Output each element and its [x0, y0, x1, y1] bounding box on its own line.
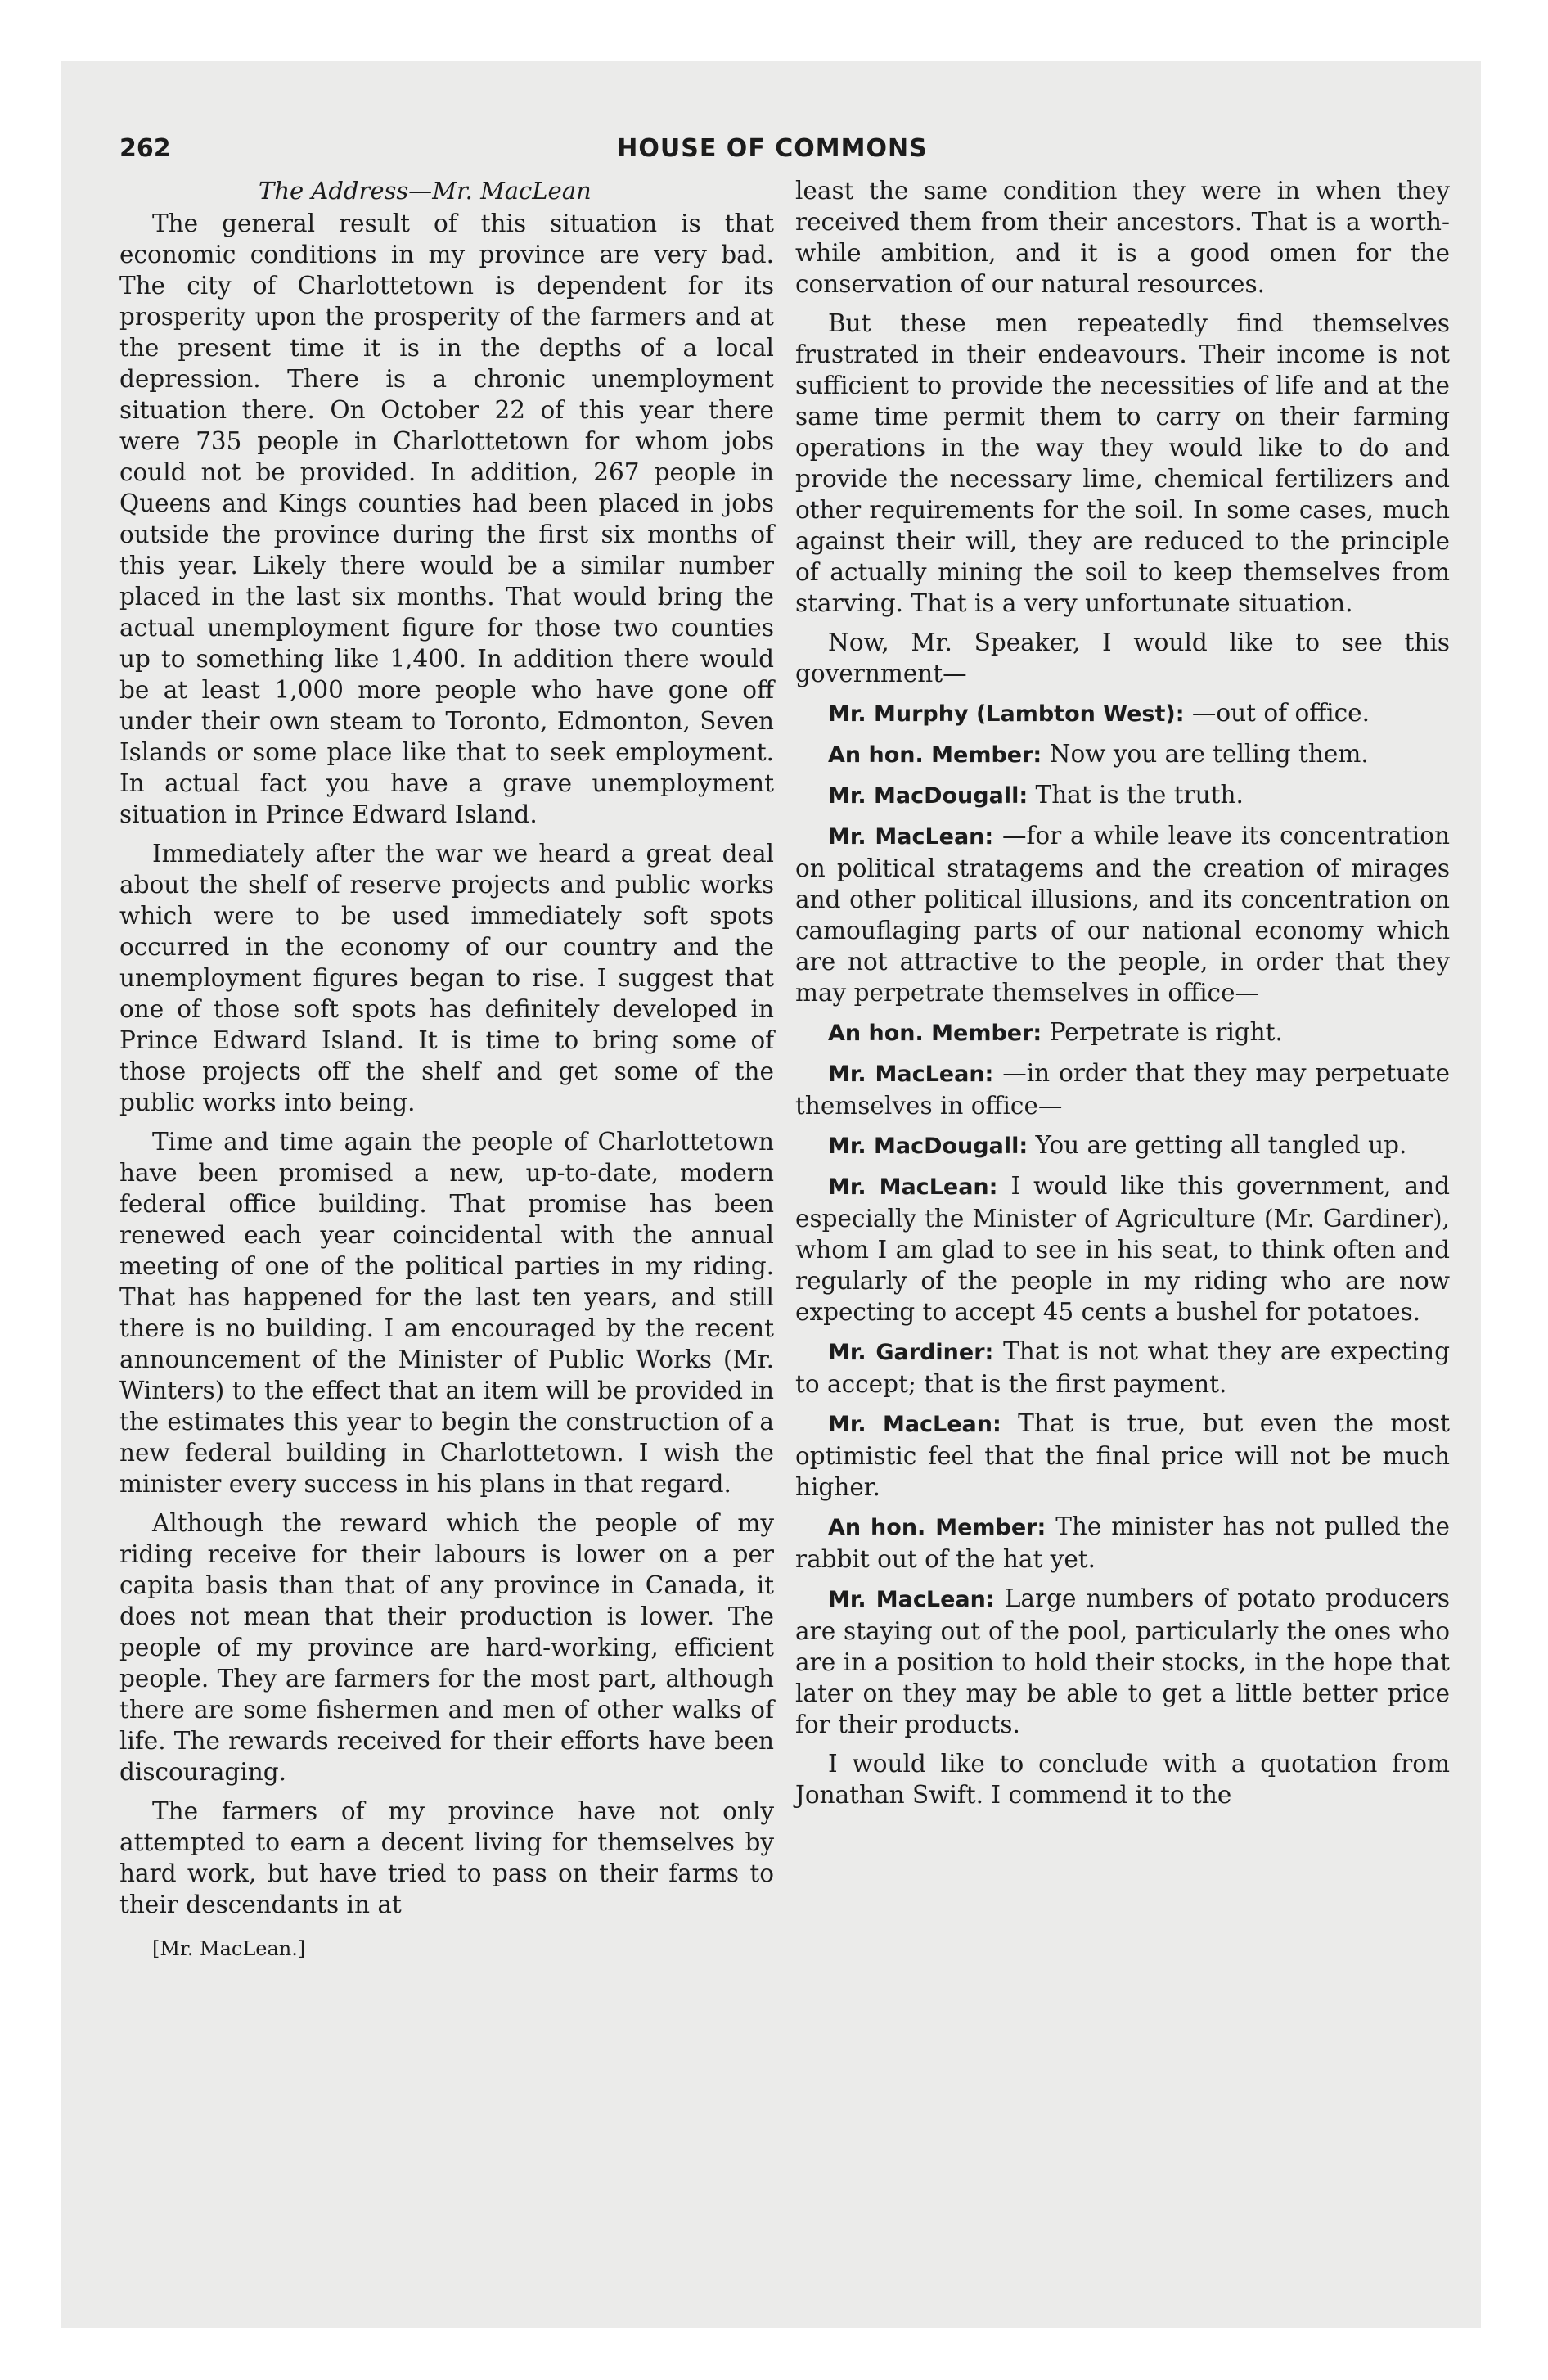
speaker-name: An hon. Member:: [828, 1515, 1046, 1540]
speech-text: You are getting all tangled up.: [1035, 1131, 1407, 1159]
speaker-name: Mr. MacLean:: [828, 1587, 995, 1612]
speech: [795, 1129, 1450, 1162]
paragraph-text: But these men repeatedly find themselves frustrated in their endeavours. Their income is not sufficient to provide the necessities of life and at the same time permit them to carry on their farming operations in the way they would like to do and provide the necessary lime, chemical fertilizers and other requirements for the soil. In some cases, much against their will, they are reduced to the principle of actually mining the soil to keep themselves from starving. That is a very unfortunate situation.: [795, 309, 1450, 617]
speaker-name: Mr. MacLean:: [828, 1412, 1001, 1437]
speech: [795, 1511, 1450, 1575]
speech-text: I would like this government, and especially the Minister of Agriculture (Mr. Gardiner), whom I am glad to see in his seat, to think often and regularly of the people in my riding who are now expecting to accept 45 cents a bushel for potatoes.: [795, 1172, 1450, 1326]
running-title: HOUSE OF COMMONS: [617, 134, 928, 163]
speech-text: The minister has not pulled the rabbit out of the hat yet.: [795, 1512, 1450, 1573]
section-subhead: The Address—Mr. MacLean: [259, 177, 592, 205]
left-column: [119, 175, 774, 1961]
speech: [795, 738, 1450, 771]
speech-text: —out of office.: [1191, 699, 1370, 727]
speech-text: Perpetrate is right.: [1049, 1018, 1283, 1046]
speaker-name: An hon. Member:: [828, 742, 1042, 768]
speech: [795, 697, 1450, 730]
speaker-name: An hon. Member:: [828, 1021, 1042, 1046]
speaker-name: Mr. Murphy (Lambton West):: [828, 701, 1185, 727]
speech: [795, 1408, 1450, 1503]
paragraph: Immediately after the war we heard a great deal about the shelf of reserve projects and public works which were to be used immediately soft spots occurred in the economy of our country and the unemployment figures began to rise. I suggest that one of those soft spots has definitely developed in Prince Edward Island. It is time to bring some of those projects off the shelf and get some of the public works into being.: [119, 840, 774, 1116]
speaker-footnote: [Mr. MacLean.]: [152, 1937, 306, 1960]
paragraph-text: Now, Mr. Speaker, I would like to see this government—: [795, 629, 1450, 687]
paragraph: The general result of this situation is that economic conditions in my province are very bad. The city of Charlottetown is dependent for its prosperity upon the prosperity of the farmers and at the present time it is in the depths of a local depression. There is a chronic unemployment situation there. On October 22 of this year there were 735 people in Charlottetown for whom jobs could not be provided. In addition, 267 people in Queens and Kings counties had been placed in jobs outside the province during the first six months of this year. Likely there would be a similar number placed in the last six months. That would bring the actual unemployment figure for those two counties up to something like 1,400. In addition there would be at least 1,000 more people who have gone off under their own steam to Toronto, Edmonton, Seven Islands or some place like that to seek employment. In actual fact you have a grave unemployment situation in Prince Edward Island.: [119, 210, 774, 828]
right-column: [795, 175, 1450, 1819]
page-number: 262: [119, 134, 171, 163]
paragraph: Although the reward which the people of my riding receive for their labours is lower on a per capita basis than that of any province in Canada, it does not mean that their production is lower. The people of my province are hard-working, efficient people. They are farmers for the most part, although there are some fishermen and men of other walks of life. The rewards received for their efforts have been discouraging.: [119, 1509, 774, 1786]
paragraph: [795, 1748, 1450, 1810]
speech: [795, 1057, 1450, 1121]
paragraph: Time and time again the people of Charlottetown have been promised a new, up-to-date, modern federal office building. That promise has been renewed each year coincidental with the annual meeting of one of the political parties in my riding. That has happened for the last ten years, and still there is no building. I am encouraged by the recent announcement of the Minister of Public Works (Mr. Winters) to the effect that an item will be provided in the estimates this year to begin the construction of a new federal building in Charlottetown. I wish the minister every success in his plans in that regard.: [119, 1128, 774, 1498]
paragraph: [795, 308, 1450, 619]
speech: [795, 1336, 1450, 1400]
page-header: [119, 134, 1425, 175]
paragraph-text: I would like to conclude with a quotation from Jonathan Swift. I commend it to the: [795, 1750, 1450, 1809]
paragraph: [795, 175, 1450, 300]
paragraph-text: least the same condition they were in when they received them from their ancestors. That is a worth-while ambition, and it is a good omen for the conservation of our natural resources.: [795, 177, 1450, 298]
speech-text: Now you are telling them.: [1049, 740, 1369, 768]
speech: [795, 1016, 1450, 1049]
speaker-name: Mr. MacLean:: [828, 1062, 994, 1087]
speech: [795, 1583, 1450, 1740]
speech-text: Large numbers of potato producers are staying out of the pool, particularly the ones who are in a position to hold their stocks, in the hope that later on they may be able to get a little better price for their products.: [795, 1584, 1450, 1738]
speech-text: That is the truth.: [1035, 781, 1244, 809]
paragraph: The farmers of my province have not only attempted to earn a decent living for themselves by hard work, but have tried to pass on their farms to their descendants in at: [119, 1797, 774, 1918]
speaker-name: Mr. Gardiner:: [828, 1340, 994, 1365]
speech-text: —in order that they may perpetuate themselves in office—: [795, 1059, 1450, 1120]
speech-text: That is true, but even the most optimistic feel that the final price will not be much higher.: [795, 1409, 1450, 1501]
document-page: [61, 61, 1481, 2328]
speech-text: That is not what they are expecting to accept; that is the first payment.: [795, 1337, 1450, 1398]
paragraph: [795, 627, 1450, 689]
speaker-name: Mr. MacDougall:: [828, 1134, 1028, 1159]
speech: [795, 779, 1450, 812]
speaker-name: Mr. MacDougall:: [828, 783, 1028, 809]
speech-text: —for a while leave its concentration on political stratagems and the creation of mirages and other political illusions, and its concentration on camouflaging parts of our national economy which are not attractive to the people, in order that they may perpetrate themselves in office—: [795, 822, 1450, 1007]
speech: [795, 1170, 1450, 1327]
speaker-name: Mr. MacLean:: [828, 1174, 998, 1200]
speaker-name: Mr. MacLean:: [828, 824, 994, 850]
speech: [795, 820, 1450, 1008]
